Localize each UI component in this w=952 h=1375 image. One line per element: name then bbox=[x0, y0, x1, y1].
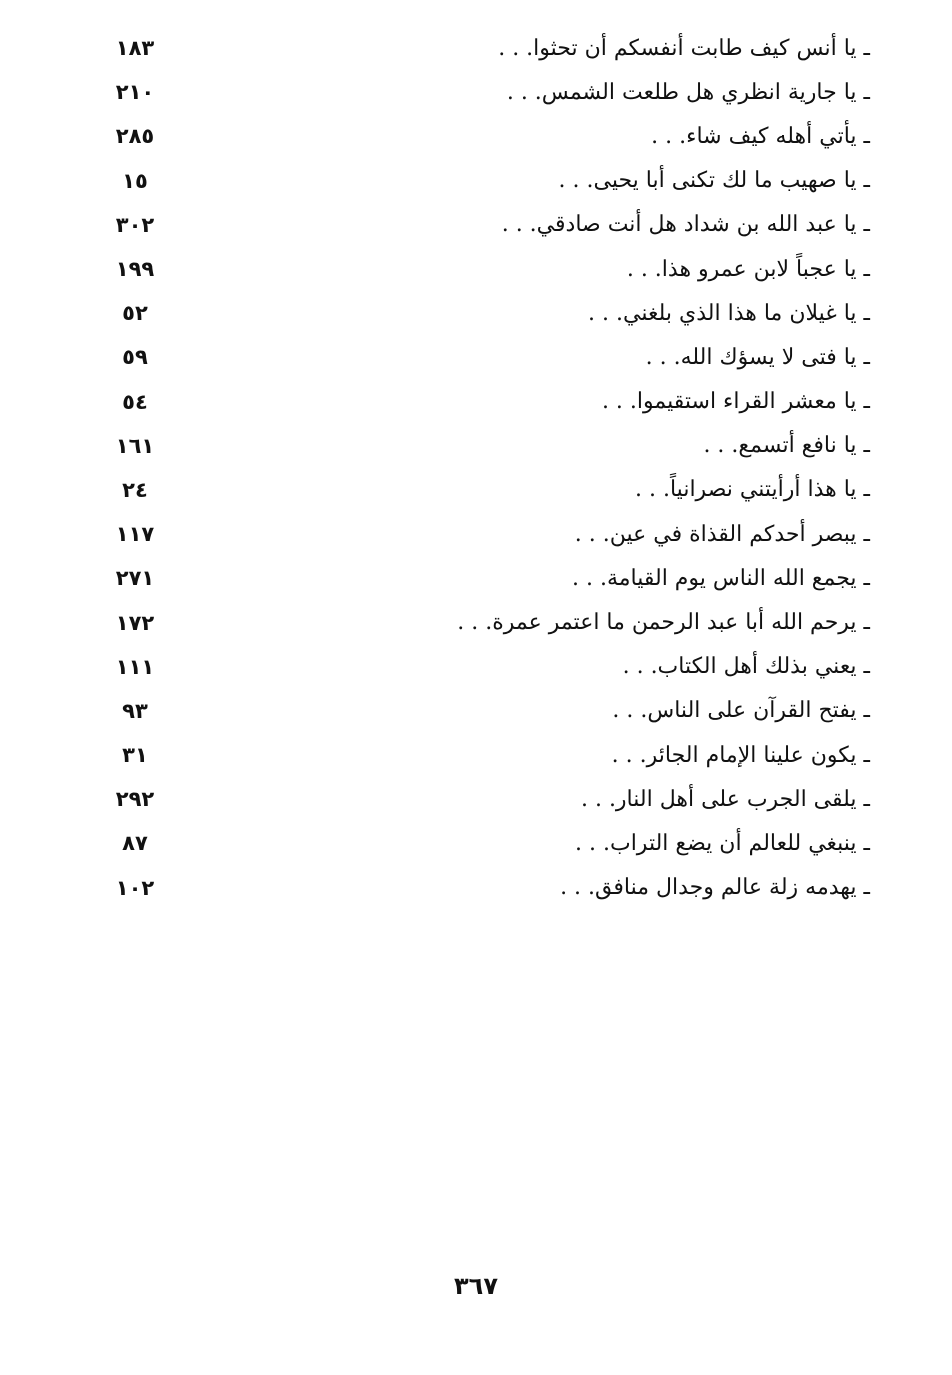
index-entry bbox=[100, 866, 870, 910]
index-entry bbox=[100, 70, 870, 114]
index-entry bbox=[100, 512, 870, 556]
entry-page-number: ٢٤ bbox=[122, 477, 148, 502]
entry-text: ـ يا معشر القراء استقيموا. . . bbox=[601, 389, 870, 415]
entry-page-number: ١٠٢ bbox=[115, 875, 155, 900]
entry-text: ـ يكون علينا الإمام الجائر. . . bbox=[611, 742, 870, 768]
entry-text: ـ يا أنس كيف طابت أنفسكم أن تحثوا. . . bbox=[498, 35, 870, 61]
index-entry bbox=[100, 733, 870, 777]
entry-page-number: ١١١ bbox=[115, 654, 155, 679]
entry-text: ـ يرحم الله أبا عبد الرحمن ما اعتمر عمرة. . . bbox=[457, 610, 870, 636]
entry-page-number: ٢١٠ bbox=[115, 80, 155, 105]
entry-text: ـ ينبغي للعالم أن يضع التراب. . . bbox=[575, 830, 870, 856]
page-number: ٣٦٧ bbox=[454, 1272, 498, 1300]
index-entry bbox=[100, 600, 870, 644]
entry-page-number: ٥٩ bbox=[122, 345, 148, 370]
entry-text: ـ يا عبد الله بن شداد هل أنت صادقي. . . bbox=[501, 212, 870, 238]
index-entry bbox=[100, 380, 870, 424]
entry-text: ـ يلقى الجرب على أهل النار. . . bbox=[580, 786, 870, 812]
index-entry bbox=[100, 26, 870, 70]
entry-page-number: ١٦١ bbox=[115, 433, 155, 458]
entry-text: ـ يبصر أحدكم القذاة في عين. . . bbox=[574, 521, 870, 547]
entry-text: ـ يا صهيب ما لك تكنى أبا يحيى. . . bbox=[558, 168, 870, 194]
entry-page-number: ٢٨٥ bbox=[115, 124, 155, 149]
entry-text: ـ يجمع الله الناس يوم القيامة. . . bbox=[571, 565, 870, 591]
entry-text: ـ يفتح القرآن على الناس. . . bbox=[612, 698, 870, 724]
entry-text: ـ يا هذا أرأيتني نصرانياً. . . bbox=[635, 477, 870, 503]
entry-page-number: ١١٧ bbox=[115, 522, 155, 547]
entry-text: ـ يعني بذلك أهل الكتاب. . . bbox=[622, 654, 870, 680]
entry-text: ـ يا نافع أتسمع. . . bbox=[703, 433, 870, 459]
entry-page-number: ٣٠٢ bbox=[115, 212, 155, 237]
index-entry bbox=[100, 468, 870, 512]
index-entry bbox=[100, 645, 870, 689]
entry-page-number: ٣١ bbox=[122, 743, 148, 768]
entry-page-number: ١٨٣ bbox=[115, 36, 155, 61]
entry-page-number: ٩٣ bbox=[122, 698, 148, 723]
entry-page-number: ٨٧ bbox=[122, 831, 148, 856]
index-entry bbox=[100, 777, 870, 821]
index-entry bbox=[100, 556, 870, 600]
index-entry bbox=[100, 247, 870, 291]
index-entry bbox=[100, 114, 870, 158]
index-entry bbox=[100, 424, 870, 468]
entry-page-number: ٢٩٢ bbox=[115, 787, 155, 812]
index-entry bbox=[100, 689, 870, 733]
entry-text: ـ يا غيلان ما هذا الذي بلغني. . . bbox=[588, 300, 870, 326]
index-entry bbox=[100, 291, 870, 335]
entry-text: ـ يأتي أهله كيف شاء. . . bbox=[651, 123, 870, 149]
entry-text: ـ يهدمه زلة عالم وجدال منافق. . . bbox=[560, 875, 870, 901]
index-entry bbox=[100, 159, 870, 203]
entry-text: ـ يا جارية انظري هل طلعت الشمس. . . bbox=[506, 79, 870, 105]
entry-page-number: ٥٢ bbox=[122, 301, 148, 326]
entry-text: ـ يا فتى لا يسؤك الله. . . bbox=[645, 344, 870, 370]
index-entry bbox=[100, 821, 870, 865]
index-entry bbox=[100, 203, 870, 247]
index-entry bbox=[100, 335, 870, 379]
entry-page-number: ١٩٩ bbox=[115, 257, 155, 282]
entry-page-number: ٢٧١ bbox=[115, 566, 155, 591]
entry-page-number: ١٥ bbox=[122, 168, 148, 193]
entry-page-number: ٥٤ bbox=[122, 389, 148, 414]
entry-text: ـ يا عجباً لابن عمرو هذا. . . bbox=[626, 256, 870, 282]
entry-page-number: ١٧٢ bbox=[115, 610, 155, 635]
index-list bbox=[100, 26, 870, 910]
